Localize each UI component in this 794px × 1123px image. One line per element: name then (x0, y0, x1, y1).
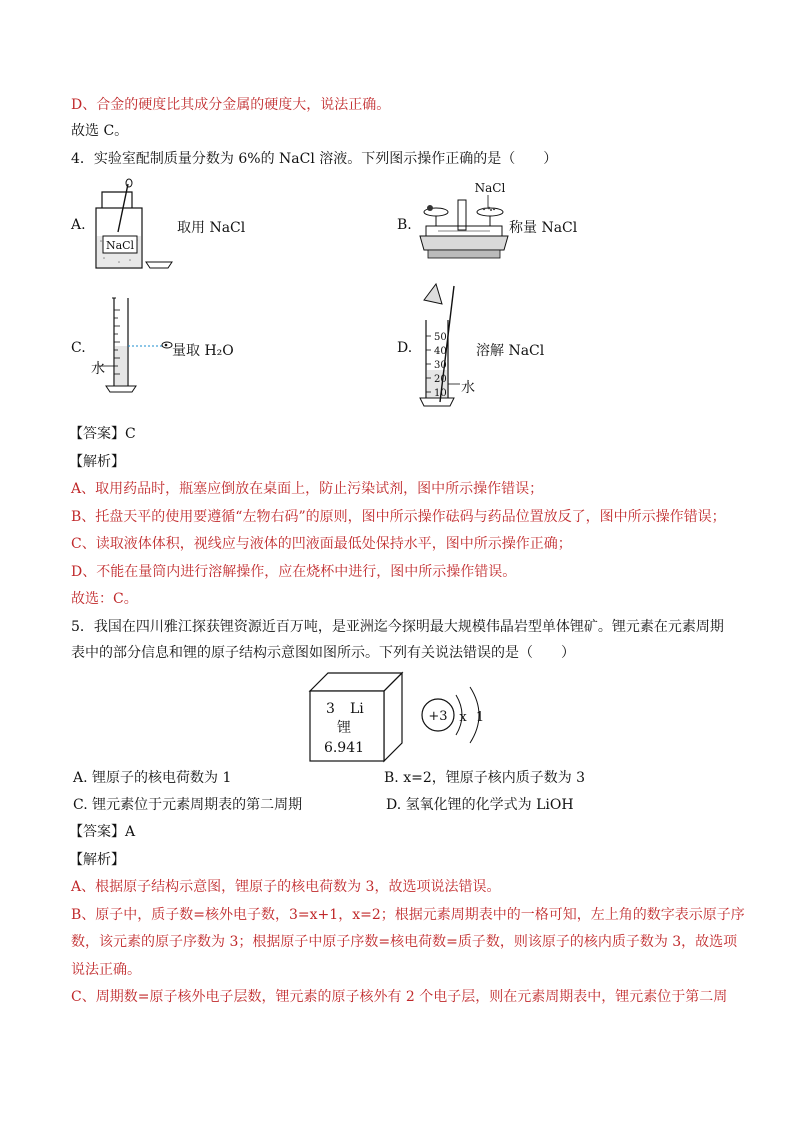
q4-option-b-text: 称量 NaCl (509, 220, 578, 236)
q4-option-d-text: 溶解 NaCl (476, 343, 545, 359)
q4-option-b-letter: B. (397, 217, 412, 233)
question-4: 4．实验室配制质量分数为 6%的 NaCl 溶液。下列图示操作正确的是（ ） (71, 151, 558, 167)
explanation-line: C、读取液体体积，视线应与液体的凹液面最低处保持水平，图中所示操作正确； (71, 536, 572, 552)
shell-2-electrons: 1 (475, 710, 485, 725)
element-card (306, 669, 410, 763)
atomic-mass: 6.941 (323, 740, 365, 756)
explanation-line: D、不能在量筒内进行溶解操作，应在烧杯中进行，图中所示操作错误。 (71, 564, 517, 580)
question-5: 5．我国在四川雅江探获锂资源近百万吨，是亚洲迄今探明最大规模伟晶岩型单体锂矿。锂元素在元素周期 (71, 619, 724, 635)
answer-4: 【答案】C (69, 426, 136, 442)
element-name: 锂 (337, 720, 351, 736)
q5-option-c: C. 锂元素位于元素周期表的第二周期 (73, 797, 303, 813)
analysis-4-heading: 【解析】 (69, 454, 125, 470)
explanation-line: 说法正确。 (71, 962, 141, 978)
explanation-line: B、托盘天平的使用要遵循“左物右码”的原则，图中所示操作砝码与药品位置放反了，图中所示操作错误； (71, 509, 726, 525)
q5-option-a: A. 锂原子的核电荷数为 1 (73, 770, 232, 786)
q5-option-b: B. x=2，锂原子核内质子数为 3 (384, 770, 586, 786)
question-5-cont: 表中的部分信息和锂的原子结构示意图如图所示。下列有关说法错误的是（ ） (71, 645, 575, 661)
bottle-label: NaCl (105, 239, 135, 252)
q4-option-a-letter: A. (71, 217, 86, 233)
explanation-line: 故选：C。 (71, 591, 138, 607)
analysis-5-heading: 【解析】 (69, 852, 125, 868)
q4-option-c-text: 量取 H₂O (172, 343, 234, 359)
nucleus-charge: +3 (428, 709, 448, 724)
tick-label: 20 (434, 374, 447, 385)
tick-label: 10 (434, 388, 447, 399)
shell-1-electrons: x (459, 710, 467, 725)
element-symbol: Li (350, 701, 364, 717)
explanation-line: B、原子中，质子数=核外电子数，3=x+1，x=2；根据元素周期表中的一格可知，左上角的数字表示原子序 (71, 907, 745, 923)
tick-label: 50 (434, 332, 447, 343)
text-line: 故选 C。 (71, 123, 129, 139)
balance-diagram (418, 178, 510, 266)
explanation-line: 数，该元素的原子序数为 3；根据原子中原子序数=核电荷数=质子数，则该原子的核内质子数为 3，故选项 (71, 934, 738, 950)
q4-option-a-text: 取用 NaCl (177, 220, 246, 236)
explanation-line: A、取用药品时，瓶塞应倒放在桌面上，防止污染试剂，图中所示操作错误； (71, 481, 544, 497)
q4-water-label-d: 水 (461, 380, 475, 396)
q4-option-d-letter: D. (397, 340, 413, 356)
atom-structure-diagram (418, 681, 498, 751)
bottle-diagram (92, 178, 180, 272)
explanation-line: C、周期数=原子核外电子层数，锂元素的原子核外有 2 个电子层，则在元素周期表中，锂元素位于第二周 (71, 989, 728, 1005)
text-line: D、合金的硬度比其成分金属的硬度大，说法正确。 (71, 97, 391, 113)
atomic-number: 3 (326, 701, 335, 717)
q4-water-label-c: 水 (91, 361, 105, 377)
tick-label: 40 (434, 346, 447, 357)
q5-option-d: D. 氢氧化锂的化学式为 LiOH (386, 797, 574, 813)
q4-option-c-letter: C. (71, 340, 86, 356)
balance-nacl-label: NaCl (474, 181, 506, 195)
answer-5: 【答案】A (69, 824, 136, 840)
tick-label: 30 (434, 360, 447, 371)
explanation-line: A、根据原子结构示意图，锂原子的核电荷数为 3，故选项说法错误。 (71, 879, 501, 895)
